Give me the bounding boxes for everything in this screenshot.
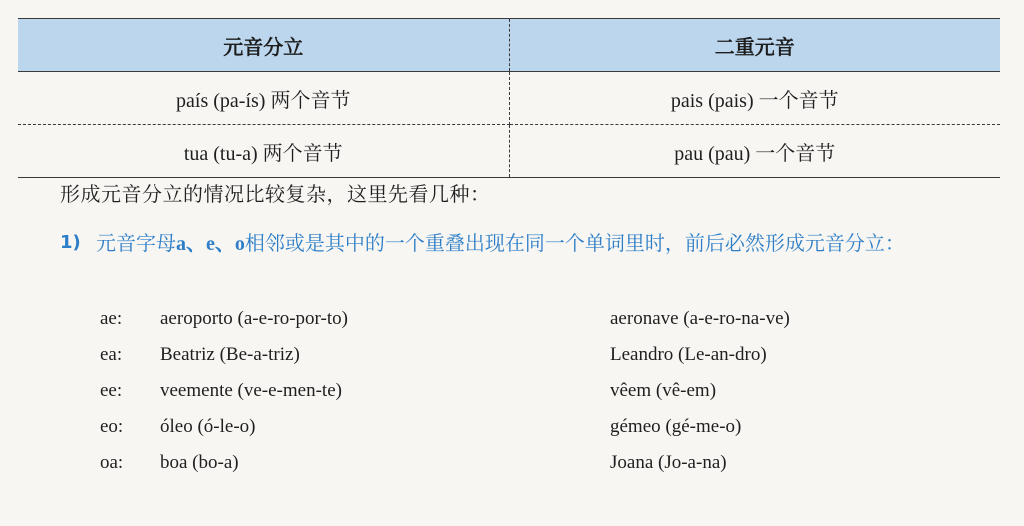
example-word-right: gémeo (gé-me-o) bbox=[610, 416, 742, 437]
header-hiatus: 元音分立 bbox=[18, 19, 509, 72]
list-item bbox=[100, 452, 1000, 488]
table-cell: tua (tu-a) 两个音节 bbox=[18, 125, 509, 178]
table-cell: pau (pau) 一个音节 bbox=[509, 125, 1000, 178]
vowel-pair: ae: bbox=[100, 308, 123, 329]
list-item bbox=[100, 380, 1000, 416]
vowel-comparison-table bbox=[18, 18, 1000, 178]
example-word-right: Leandro (Le-an-dro) bbox=[610, 344, 767, 365]
rule-text-before: 元音字母 bbox=[96, 231, 176, 255]
list-item bbox=[100, 344, 1000, 380]
table-row bbox=[18, 72, 1000, 125]
vowel-pair: eo: bbox=[100, 416, 124, 437]
example-word-left: aeroporto (a-e-ro-por-to) bbox=[160, 308, 348, 329]
rule-number: 1) bbox=[60, 232, 81, 253]
example-word-left: óleo (ó-le-o) bbox=[160, 416, 256, 437]
vowel-pair: ee: bbox=[100, 380, 123, 401]
table-row bbox=[18, 125, 1000, 178]
intro-paragraph: 形成元音分立的情况比较复杂，这里先看几种： bbox=[60, 184, 491, 206]
table-cell: pais (pais) 一个音节 bbox=[509, 72, 1000, 125]
vowel-pair: ea: bbox=[100, 344, 123, 365]
rule-1 bbox=[60, 226, 1010, 261]
example-word-left: boa (bo-a) bbox=[160, 452, 239, 473]
rule-text-after: 相邻或是其中的一个重叠出现在同一个单词里时，前后必然形成元音分立： bbox=[244, 231, 905, 255]
table-header-row bbox=[18, 19, 1000, 72]
example-word-left: Beatriz (Be-a-triz) bbox=[160, 344, 300, 365]
vowel-pair: oa: bbox=[100, 452, 124, 473]
list-item bbox=[100, 308, 1000, 344]
rule-letters: a、e、o bbox=[176, 233, 245, 255]
example-list bbox=[100, 308, 1000, 488]
list-item bbox=[100, 416, 1000, 452]
table-cell: país (pa-ís) 两个音节 bbox=[18, 72, 509, 125]
example-word-left: veemente (ve-e-men-te) bbox=[160, 380, 342, 401]
example-word-right: Joana (Jo-a-na) bbox=[610, 452, 727, 473]
rule-text bbox=[60, 226, 1010, 261]
example-word-right: vêem (vê-em) bbox=[610, 380, 717, 401]
header-diphthong: 二重元音 bbox=[509, 19, 1000, 72]
example-word-right: aeronave (a-e-ro-na-ve) bbox=[610, 308, 790, 329]
